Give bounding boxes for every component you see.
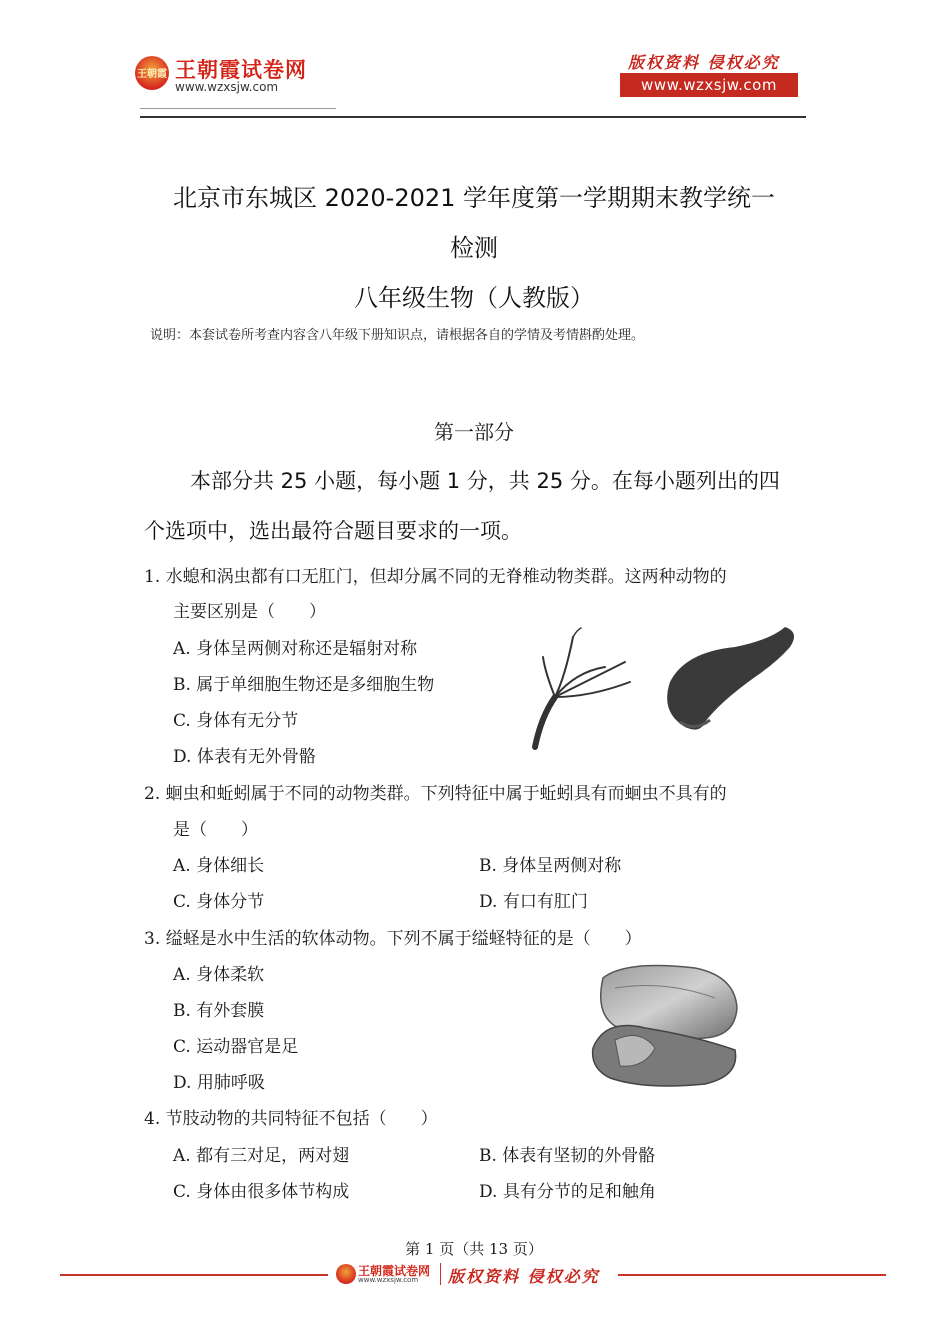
copyright-notice: 版权资料 侵权必究 bbox=[628, 53, 780, 72]
question-3-option-d: D. 用肺呼吸 bbox=[173, 1073, 265, 1093]
exam-subtitle: 八年级生物（人教版） bbox=[354, 284, 594, 312]
question-1-stem: 1. 水螅和涡虫都有口无肛门，但却分属不同的无脊椎动物类群。这两种动物的 bbox=[144, 567, 727, 587]
question-3-option-a: A. 身体柔软 bbox=[173, 965, 265, 985]
question-3-stem: 3. 缢蛏是水中生活的软体动物。下列不属于缢蛏特征的是（ ） bbox=[144, 929, 642, 949]
exam-note: 说明：本套试卷所考查内容含八年级下册知识点，请根据各自的学情及考情斟酌处理。 bbox=[150, 328, 645, 343]
question-4-option-d: D. 具有分节的足和触角 bbox=[479, 1182, 656, 1202]
question-2-stem: 2. 蛔虫和蚯蚓属于不同的动物类群。下列特征中属于蚯蚓具有而蛔虫不具有的 bbox=[144, 784, 727, 804]
hydra-and-planarian-photo bbox=[515, 622, 800, 752]
question-3-option-b: B. 有外套膜 bbox=[173, 1001, 265, 1021]
header-divider bbox=[140, 116, 806, 118]
footer-copyright: 版权资料 侵权必究 bbox=[448, 1267, 600, 1286]
footer-logo-url: www.wzxsjw.com bbox=[358, 1276, 419, 1284]
question-4-option-b: B. 体表有坚韧的外骨骼 bbox=[479, 1146, 656, 1166]
question-1-option-c: C. 身体有无分节 bbox=[173, 711, 299, 731]
header-underline bbox=[140, 108, 336, 109]
footer-rule-left bbox=[60, 1274, 328, 1276]
question-4-stem: 4. 节肢动物的共同特征不包括（ ） bbox=[144, 1109, 438, 1129]
site-logo-url: www.wzxsjw.com bbox=[175, 80, 279, 94]
question-3-option-c: C. 运动器官是足 bbox=[173, 1037, 299, 1057]
razor-clam-photo bbox=[585, 958, 743, 1090]
logo-badge-icon bbox=[135, 56, 169, 90]
exam-title-line2: 检测 bbox=[450, 234, 498, 262]
question-2-option-d: D. 有口有肛门 bbox=[479, 892, 588, 912]
question-4-option-c: C. 身体由很多体节构成 bbox=[173, 1182, 350, 1202]
exam-title-line1: 北京市东城区 2020-2021 学年度第一学期期末教学统一 bbox=[172, 184, 776, 212]
hydra-illustration bbox=[535, 628, 630, 747]
question-2-stem-cont: 是（ ） bbox=[173, 820, 258, 840]
question-2-option-a: A. 身体细长 bbox=[173, 856, 265, 876]
question-2-option-b: B. 身体呈两侧对称 bbox=[479, 856, 622, 876]
footer-separator bbox=[440, 1263, 441, 1285]
footer-logo-name: 王朝霞试卷网 bbox=[358, 1264, 431, 1278]
section-instruction-line1: 本部分共 25 小题，每小题 1 分，共 25 分。在每小题列出的四 bbox=[190, 469, 780, 493]
section-instruction-line2: 个选项中，选出最符合题目要求的一项。 bbox=[144, 519, 522, 543]
question-1-option-d: D. 体表有无外骨骼 bbox=[173, 747, 316, 767]
footer-rule-right bbox=[618, 1274, 886, 1276]
page-number: 第 1 页（共 13 页） bbox=[405, 1240, 543, 1258]
site-logo-name: 王朝霞试卷网 bbox=[175, 58, 307, 82]
question-1-option-b: B. 属于单细胞生物还是多细胞生物 bbox=[173, 675, 435, 695]
section-heading: 第一部分 bbox=[434, 420, 514, 444]
question-4-option-a: A. 都有三对足，两对翅 bbox=[173, 1146, 350, 1166]
question-2-option-c: C. 身体分节 bbox=[173, 892, 265, 912]
header-url-box: www.wzxsjw.com bbox=[620, 73, 798, 97]
logo-badge-text: 王朝霞 bbox=[137, 69, 167, 80]
question-1-stem-cont: 主要区别是（ ） bbox=[173, 602, 326, 622]
footer-logo-icon bbox=[336, 1264, 356, 1284]
planarian-illustration bbox=[667, 627, 794, 730]
question-1-option-a: A. 身体呈两侧对称还是辐射对称 bbox=[173, 639, 418, 659]
